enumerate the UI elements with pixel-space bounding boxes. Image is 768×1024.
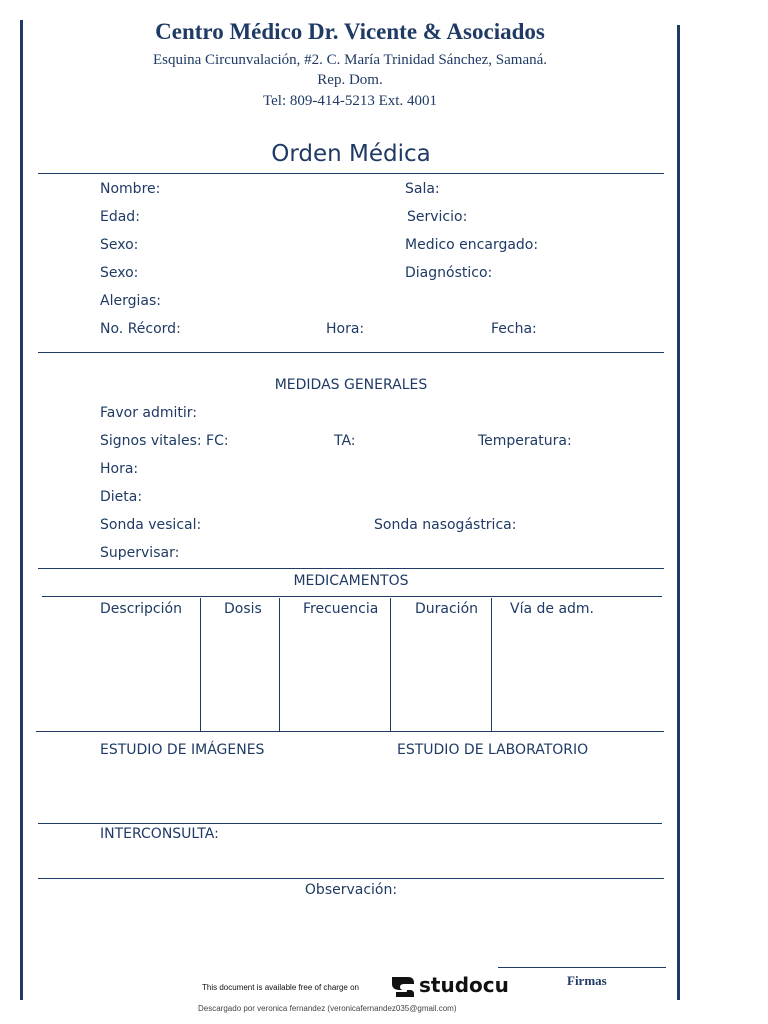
diagnostico-label: Diagnóstico: <box>405 265 493 281</box>
divider-4 <box>38 823 662 824</box>
medicamentos-title: MEDICAMENTOS <box>293 573 409 589</box>
table-bottom-line <box>36 731 664 732</box>
col-frecuencia: Frecuencia <box>303 601 379 617</box>
ta-label: TA: <box>334 433 356 449</box>
signos-label: Signos vitales: FC: <box>100 433 229 449</box>
col-via: Vía de adm. <box>510 601 594 617</box>
medico-label: Medico encargado: <box>405 237 539 253</box>
studocu-wordmark: studocu <box>419 973 509 997</box>
table-top-line <box>42 596 662 597</box>
phone: Tel: 809-414-5213 Ext. 4001 <box>263 93 437 109</box>
col-divider-3 <box>390 598 391 732</box>
alergias-label: Alergias: <box>100 293 161 309</box>
medidas-title: MEDIDAS GENERALES <box>274 377 428 393</box>
footer-downloaded-text: Descargado por veronica fernandez (veronicafernandez035@gmail.com) <box>198 1004 457 1013</box>
sonda-nasogastrica-label: Sonda nasogástrica: <box>374 517 517 533</box>
sexo-label: Sexo: <box>100 237 139 253</box>
divider-2 <box>38 352 664 353</box>
sexo-label-2: Sexo: <box>100 265 139 281</box>
col-duracion: Duración <box>415 601 479 617</box>
edad-label: Edad: <box>100 209 140 225</box>
sala-label: Sala: <box>405 181 440 197</box>
temperatura-label: Temperatura: <box>478 433 572 449</box>
divider-5 <box>38 878 664 879</box>
interconsulta-label: INTERCONSULTA: <box>100 826 219 842</box>
estudio-laboratorio-label: ESTUDIO DE LABORATORIO <box>397 742 589 758</box>
col-divider-4 <box>491 598 492 732</box>
estudio-imagenes-label: ESTUDIO DE IMÁGENES <box>100 742 265 758</box>
fecha-label: Fecha: <box>491 321 537 337</box>
sonda-vesical-label: Sonda vesical: <box>100 517 202 533</box>
col-divider-1 <box>200 598 201 732</box>
address-line-1: Esquina Circunvalación, #2. C. María Trinidad Sánchez, Samaná. <box>152 52 548 68</box>
address-line-2: Rep. Dom. <box>317 72 383 88</box>
divider-3 <box>38 568 664 569</box>
admitir-label: Favor admitir: <box>100 405 198 421</box>
col-divider-2 <box>279 598 280 732</box>
col-dosis: Dosis <box>224 601 262 617</box>
studocu-icon <box>388 972 418 1002</box>
servicio-label: Servicio: <box>407 209 468 225</box>
form-title: Orden Médica <box>271 141 431 167</box>
nombre-label: Nombre: <box>100 181 161 197</box>
record-label: No. Récord: <box>100 321 181 337</box>
col-descripcion: Descripción <box>100 601 182 617</box>
dieta-label: Dieta: <box>100 489 143 505</box>
right-border <box>677 25 680 1000</box>
footer-available-text: This document is available free of charge on <box>202 983 359 992</box>
divider-1 <box>38 173 664 174</box>
clinic-name: Centro Médico Dr. Vicente & Asociados <box>155 19 545 44</box>
hora-label: Hora: <box>326 321 365 337</box>
medidas-hora-label: Hora: <box>100 461 139 477</box>
firmas-label: Firmas <box>567 973 607 988</box>
signature-line <box>498 967 666 968</box>
observacion-label: Observación: <box>304 882 398 898</box>
supervisar-label: Supervisar: <box>100 545 180 561</box>
left-border <box>20 20 23 1000</box>
